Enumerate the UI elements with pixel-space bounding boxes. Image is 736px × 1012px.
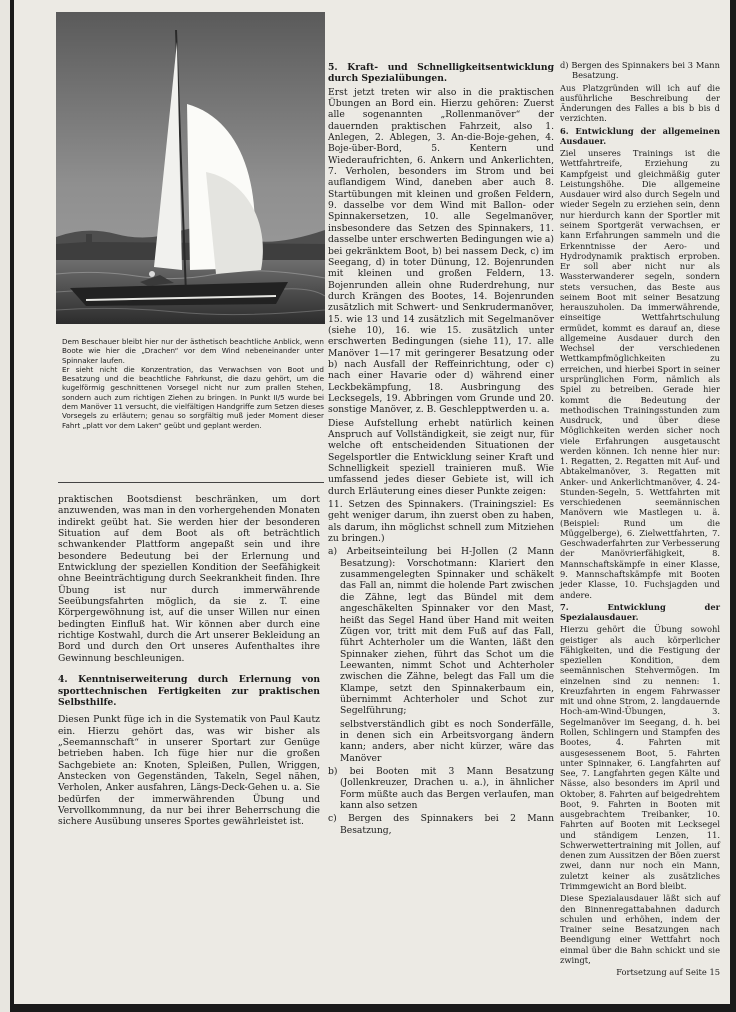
- sailing-photo: [56, 12, 325, 324]
- list-item: c) Bergen des Spinnakers bei 2 Mann Besatzung,: [328, 813, 554, 836]
- caption-paragraph: Dem Beschauer bleibt hier nur der ästhetisch beachtliche Anblick, wenn Boote wie hier die „Drachen“ vor dem Wind nebeneinander unter Spinnaker laufen.: [62, 337, 324, 365]
- column-middle: [328, 60, 554, 838]
- section-heading: 4. Kenntniserweiterung durch Erlernung von sporttechnischen Fertigkeiten zur praktischen Selbsthilfe.: [58, 674, 320, 708]
- body-paragraph: Diese Spezialausdauer läßt sich auf den Binnenregattabahnen dadurch schulen und erhöhen, indem der Trainer seine Besatzungen nach Beendigung einer Wettfahrt noch einmal über die Bahn schickt und sie zwingt,: [560, 893, 720, 965]
- magazine-page: [14, 0, 730, 1004]
- body-paragraph: Aus Platzgründen will ich auf die ausführliche Beschreibung der Änderungen des Falles a bis b bis d verzichten.: [560, 82, 720, 124]
- section-heading: 7. Entwicklung der Spezialausdauer.: [560, 601, 720, 623]
- column-left: [58, 494, 320, 830]
- list-item: d) Bergen des Spinnakers bei 3 Mann Besatzung.: [560, 60, 720, 81]
- caption-paragraph: Er sieht nicht die Konzentration, das Verwachsen von Boot und Besatzung und die beachtliche Fahrkunst, die dazu gehört, um die kugelförmig geschnittenen Vorsegel nicht nur zum prallen Stehen, sondern auch zum richtigen Ziehen zu bringen. In Punkt II/5 wurde bei dem Manöver 11 versucht, die vielfältigen Handgriffe zum Setzen dieses Vorsegels zu erläutern; genau so sorgfältig muß jeder Moment dieser Fahrt „platt vor dem Laken“ geübt und geplant werden.: [62, 364, 324, 430]
- list-item-continuation: selbstverständlich gibt es noch Sonderfälle, in denen sich ein Arbeitsvorgang ändern kann; anders, aber nicht kürzer, wäre das Manöver: [340, 718, 554, 764]
- body-paragraph: Diese Aufstellung erhebt natürlich keinen Anspruch auf Vollständigkeit, sie zeigt nur, für welche oft entscheidenden Situationen der Segelsportler die Entwicklung seiner Kraft und Schnelligkeit speziell trainieren muß. Wie umfassend jedes dieser Gebiete ist, will ich durch Erläuterung eines dieser Punkte zeigen:: [328, 417, 554, 497]
- photo-caption: [62, 337, 324, 430]
- section-heading: 6. Entwicklung der allgemeinen Ausdauer.: [560, 125, 720, 146]
- page-edge: [0, 0, 10, 1012]
- list-item: a) Arbeitseinteilung bei H-Jollen (2 Mann Besatzung): Vorschotmann: Klariert den zusammengelegten Spinnaker und schäkelt das Fall an, nimmt die holende Part zwischen die Zähne, legt das Bündel mit dem angeschäkelten Spinnaker vor den Mast, heißt das Segel Hand über Hand mit weiten Zügen vor, tritt mit dem Fuß auf das Fall, führt Achterholer um die Wanten, läßt den Spinnaker ziehen, führt das Schot um die Leewanten, nimmt Schot und Achterholer zwischen die Zähne, belegt das Fall um die Klampe, setzt den Spinnakerbaum ein, übernimmt Achterholer und Schot zur Segelführung;: [328, 546, 554, 717]
- caption-divider: [58, 482, 324, 483]
- section-heading: 5. Kraft- und Schnelligkeitsentwicklung durch Spezialübungen.: [328, 62, 554, 85]
- sailboats-illustration: [56, 12, 325, 324]
- body-paragraph: Erst jetzt treten wir also in die praktischen Übungen an Bord ein. Hierzu gehören: Zuerst alle sogenannten „Rollenmanöver“ der dauernden praktischen Fahrzeit, also 1. Anlegen, 2. Ablegen, 3. An-die-Boje-gehen, 4. Boje-über-Bord, 5. Kentern und Wiederaufrichten, 6. Ankern und Ankerlichten, 7. Verholen, besonders im Strom und bei auflandigem Wind, daneben aber auch 8. Startübungen mit kleinen und großen Feldern, 9. dasselbe vor dem Wind mit Ballon- oder Spinnakersetzen, 10. alle Segelmanöver, insbesondere das Setzen des Spinnakers, 11. dasselbe unter erschwerten Bedingungen wie a) bei gekränktem Boot, b) bei nassem Deck, c) im Seegang, d) in toter Dünung, 12. Bojenrunden mit kleinen und großen Feldern, 13. Bojenrunden allein ohne Ruderdrehung, nur durch Krängen des Bootes, 14. Bojenrunden zusätzlich mit Schwert- und Senkrudermanöver, 15. wie 13 und 14 zusätzlich mit Segelmanöver (siehe 10), 16. wie 15. zusätzlich unter erschwerten Bedingungen (siehe 11), 17. alle Manöver 1—17 mit geringerer Besatzung oder b) nach Ausfall der Reffeinrichtung, oder c) nach einer Havarie oder d) während einer Leckbekämpfung, 18. Ausbringung des Lecksegels, 19. Abbringen vom Grunde und 20. sonstige Manöver, z. B. Geschlepptwerden u. a.: [328, 86, 554, 416]
- list-item: b) bei Booten mit 3 Mann Besatzung (Jollenkreuzer, Drachen u. a.), in ähnlicher Form müßte auch das Bergen verlaufen, man kann also setzen: [328, 765, 554, 811]
- body-paragraph: Hierzu gehört die Übung sowohl geistiger als auch körperlicher Fähigkeiten, und die Festigung der speziellen Kondition, dem seemännischen Stehvermögen. Im einzelnen sind zu nennen: 1. Kreuzfahrten in engem Fahrwasser mit und ohne Strom, 2. langdauernde Hoch-am-Wind-Übungen, 3. Segelmanöver im Seegang, d. h. bei Rollen, Schlingern und Stampfen des Bootes, 4. Fahrten mit ausgesessenem Boot, 5. Fahrten unter Spinnaker, 6. Langfahrten auf See, 7. Langfahrten gegen Kälte und Nässe, also besonders im April und Oktober, 8. Fahrten auf beigedrehtem Boot, 9. Fahrten in Booten mit ausgebrachtem Treibanker, 10. Fahrten auf Booten mit Lecksegel und ständigem Lenzen, 11. Schwerwettertraining mit Jollen, auf denen zum Aussitzen der Böen zuerst zwei, dann nur noch ein Mann, zuletzt keiner als zusätzliches Trimmgewicht an Bord bleibt.: [560, 624, 720, 891]
- body-paragraph: Ziel unseres Trainings ist die Wettfahrtreife, Erziehung zu Kampfgeist und gleichmäßig guter Leistungshöhe. Die allgemeine Ausdauer wird also durch Segeln und wieder Segeln zu erziehen sein, denn nur hierdurch kann der Sportler mit seinem Sportgerät verwachsen, er kann Erfahrungen sammeln und die Erkenntnisse der Aero- und Hydrodynamik praktisch erproben. Er soll aber nicht nur als Wassterwanderer segeln, sondern stets versuchen, das Beste aus seinem Boot mit seiner Besatzung herauszuholen. Da immerwährende, einseitige Wettfahrtschulung ermüdet, kommt es darauf an, diese allgemeine Ausdauer durch den Wechsel der verschiedenen Wettkampfmöglichkeiten zu erreichen, und hierbei Sport in seiner ursprünglichen Form, nämlich als Spiel zu betreiben. Gerade hier kommt die Bedeutung der methodischen Trainingsstunden zum Ausdruck, und über diese Möglichkeiten werden sicher noch viele Erfahrungen ausgetauscht werden können. Ich nenne hier nur: 1. Regatten, 2. Regatten mit Auf- und Abtakelmanöver, 3. Regatten mit Anker- und Ankerlichtmanöver, 4. 24-Stunden-Segeln, 5. Wettfahrten mit verschiedenen seemännischen Manövern wie Mastlegen u. ä. (Beispiel: Rund um die Müggelberge), 6. Zielwettfahrten, 7. Geschwaderfahrten zur Verbesserung der Manövrierfähigkeit, 8. Mannschaftskämpfe in einer Klasse, 9. Mannschaftskämpfe mit Booten jeder Klasse, 10. Fuchsjagden und andere.: [560, 148, 720, 600]
- body-paragraph: Diesen Punkt füge ich in die Systematik von Paul Kautz ein. Hierzu gehört das, was wir bisher als „Seemannschaft“ in unserer Sportart zur Genüge betrieben haben. Ich füge hier nur die großen Sachgebiete an: Knoten, Spleißen, Pullen, Wriggen, Anstecken von Gegenständen, Takeln, Segel nähen, Verholen, Anker ausfahren, Längs-Deck-Gehen u. a. Sie bedürfen der immerwährenden Übung und Vervollkommnung, da nur bei ihrer Beherrschung die sichere Ausübung unseres Sportes gewährleistet ist.: [58, 714, 320, 828]
- body-paragraph: praktischen Bootsdienst beschränken, um dort anzuwenden, was man in den vorhergehenden Monaten indirekt geübt hat. Sie werden hier der besonderen Situation auf dem Boot als oft beträchtlich schwankender Plattform angepaßt sein und ihre besondere Bedeutung bei der Erlernung und Entwicklung der speziellen Kondition der Seefähigkeit ohne Beeinträchtigung durch Seekrankheit finden. Ihre Übung ist nur durch immerwährende Seeübungsfahrten möglich, da sie z. T. eine Körpergewöhnung ist, auf die unser Willen nur einen bedingten Einfluß hat. Wir können aber durch eine richtige Kostwahl, durch die Art unserer Bekleidung an Bord und durch den Ort unseres Aufenthaltes ihre Gewinnung beschleunigen.: [58, 494, 320, 664]
- column-right: [560, 60, 720, 979]
- body-paragraph: 11. Setzen des Spinnakers. (Trainingsziel: Es geht weniger darum, ihn zuerst oben zu haben, als darum, ihn möglichst schnell zum Mitziehen zu bringen.): [328, 499, 554, 545]
- continuation-note: Fortsetzung auf Seite 15: [616, 967, 720, 978]
